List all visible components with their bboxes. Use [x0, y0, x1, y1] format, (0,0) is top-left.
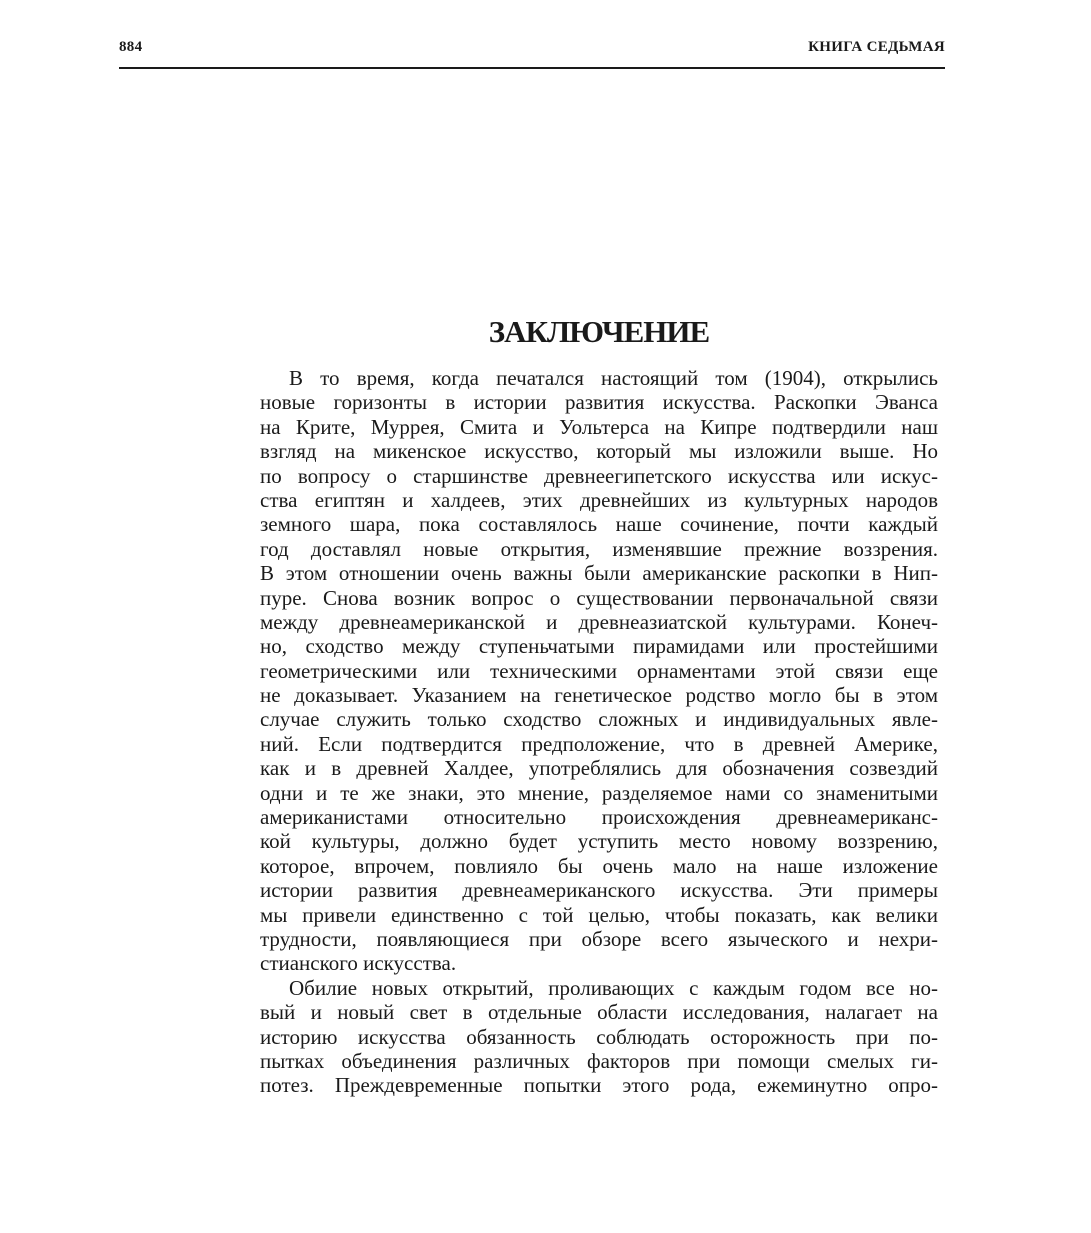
text-line: одни и те же знаки, это мнение, разделяемое нами со знаменитыми — [260, 780, 938, 805]
header-rule — [119, 67, 945, 69]
paragraph-1 — [260, 366, 938, 976]
text-line: которое, впрочем, повлияло бы очень мало на наше изложение — [260, 853, 938, 878]
text-line: пуре. Снова возник вопрос о существовании первоначальной связи — [260, 585, 938, 610]
text-line: вый и новый свет в отдельные области исследования, налагает на — [260, 1000, 938, 1025]
text-line: мы привели единственно с той целью, чтобы показать, как велики — [260, 902, 938, 927]
text-line: истории развития древнеамериканского искусства. Эти примеры — [260, 878, 938, 903]
text-line: пытках объединения различных факторов при помощи смелых ги- — [260, 1048, 938, 1073]
text-line: год доставлял новые открытия, изменявшие прежние воззрения. — [260, 536, 938, 561]
text-line: историю искусства обязанность соблюдать осторожность при по- — [260, 1024, 938, 1049]
text-line: новые горизонты в истории развития искусства. Раскопки Эванса — [260, 390, 938, 415]
text-line: В то время, когда печатался настоящий том (1904), открылись — [289, 366, 938, 390]
text-line: Обилие новых открытий, проливающих с каждым годом все но- — [289, 975, 938, 1000]
text-line: стианского искусства. — [260, 951, 457, 976]
text-line: ства египтян и халдеев, этих древнейших из культурных народов — [260, 487, 938, 512]
text-line: геометрическими или техническими орнаментами этой связи еще — [260, 658, 938, 683]
body-text — [260, 366, 938, 1098]
text-line: трудности, появляющиеся при обзоре всего языческого и нехри- — [260, 926, 938, 951]
text-line: как и в древней Халдее, употреблялись для обозначения созвездий — [260, 756, 938, 781]
text-line: между древнеамериканской и древнеазиатской культурами. Конеч- — [260, 609, 938, 634]
text-line: кой культуры, должно будет уступить место новому воззрению, — [260, 829, 938, 854]
text-line: на Крите, Муррея, Смита и Уольтерса на Кипре подтвердили наш — [260, 414, 938, 439]
text-line: по вопросу о старшинстве древнеегипетского искусства или искус- — [260, 463, 938, 488]
text-line: случае служить только сходство сложных и индивидуальных явле- — [260, 707, 938, 732]
paragraph-2 — [260, 976, 938, 1098]
page-number: 884 — [119, 39, 143, 55]
text-line: но, сходство между ступеньчатыми пирамидами или простейшими — [260, 634, 938, 659]
book-title: КНИГА СЕДЬМАЯ — [808, 39, 945, 55]
text-line: не доказывает. Указанием на генетическое родство могло бы в этом — [260, 683, 938, 708]
text-line: В этом отношении очень важны были американские раскопки в Нип- — [260, 561, 938, 586]
text-line: потез. Преждевременные попытки этого рода, ежеминутно опро- — [260, 1073, 938, 1098]
text-line: взгляд на микенское искусство, который мы изложили выше. Но — [260, 439, 938, 464]
running-header — [119, 36, 945, 60]
text-line: американистами относительно происхождения древнеамериканс- — [260, 805, 938, 830]
chapter-title: ЗАКЛЮЧЕНИЕ — [488, 314, 710, 349]
text-line: ний. Если подтвердится предположение, что в древней Америке, — [260, 731, 938, 756]
text-line: земного шара, пока составлялось наше сочинение, почти каждый — [260, 512, 938, 537]
